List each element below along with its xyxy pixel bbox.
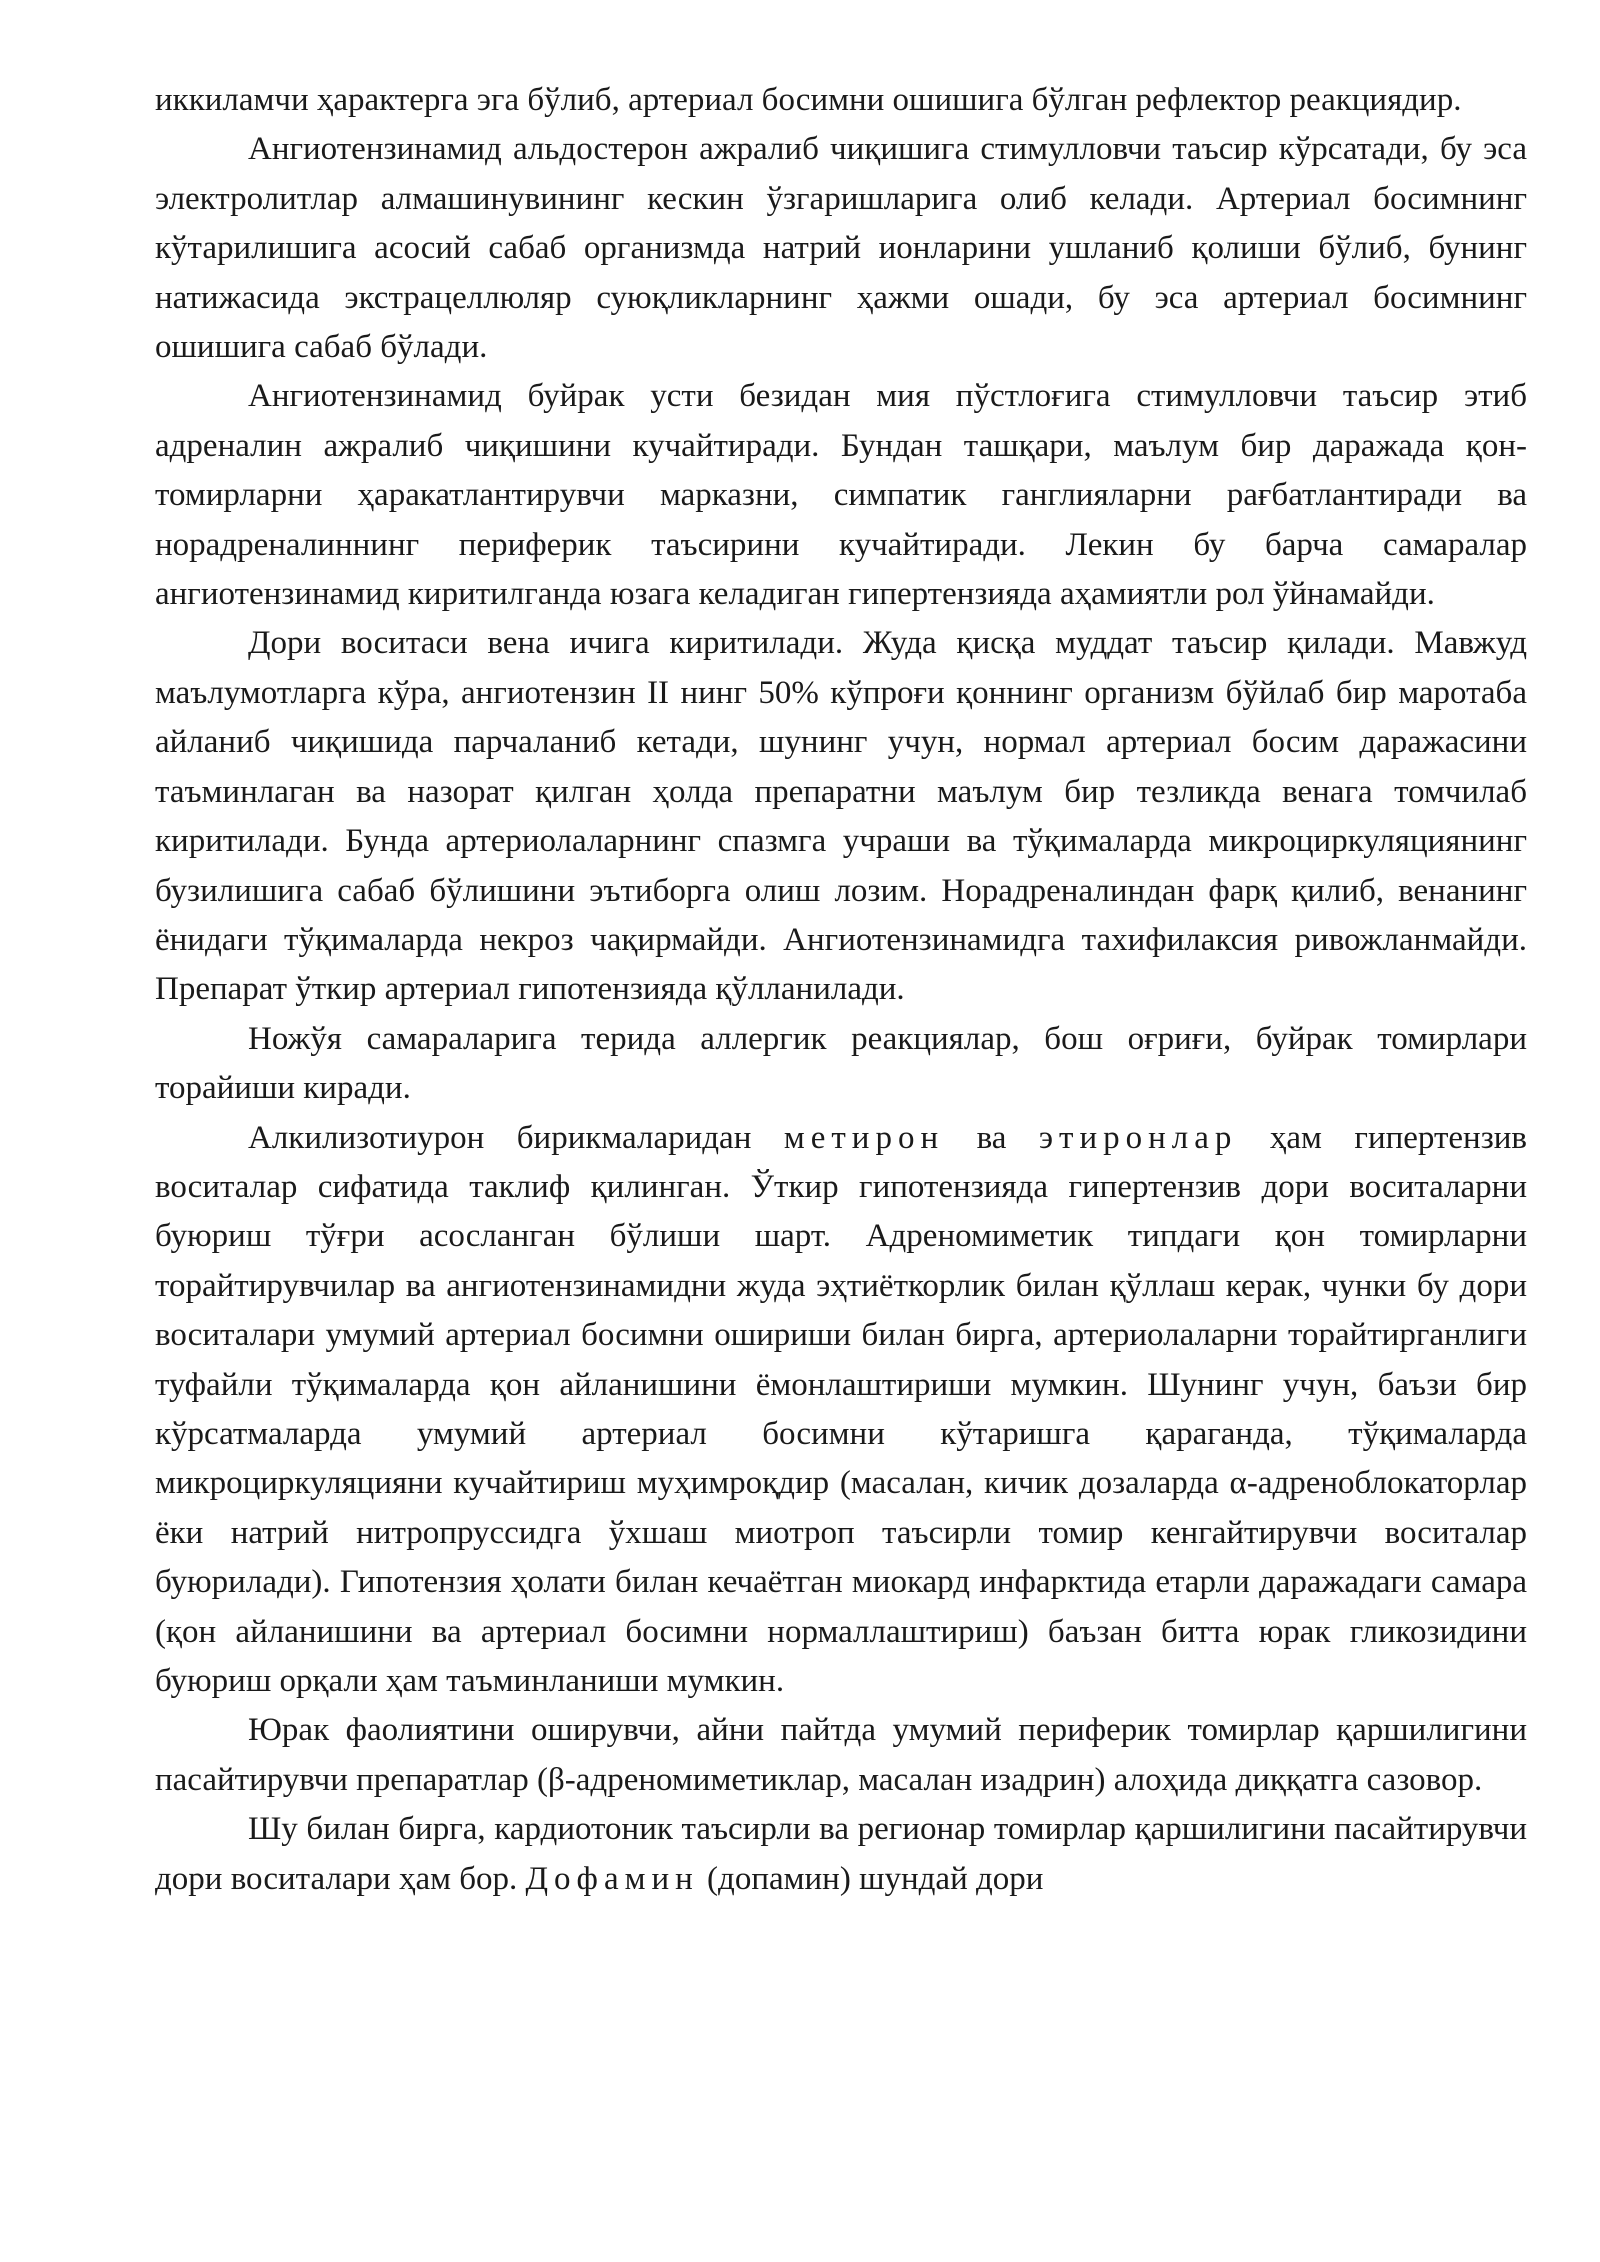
paragraph-text: Шу билан бирга, кардиотоник таъсирли ва регионар томирлар қаршилигини пасайтирувчи дори воситалари ҳам бор. [155, 1811, 1527, 1897]
paragraph-1 [155, 76, 1527, 125]
paragraph-text: Ангиотензинамид альдостерон ажралиб чиқишига стимулловчи таъсир кўрсатади, бу эса электролитлар алмашинувининг кескин ўзгаришларига олиб келади. Артериал босимнинг кўтарилишига асосий сабаб организмда натрий ионларини ушланиб қолиши бўлиб, бунинг натижасида экстрацеллюляр суюқликларнинг ҳажми ошади, бу эса артериал босимнинг ошишига сабаб бўлади. [155, 131, 1527, 366]
paragraph-text: Ножўя самараларига терида аллергик реакциялар, бош оғриғи, буйрак томирлари торайиши киради. [155, 1020, 1527, 1107]
paragraph-4 [155, 619, 1527, 1014]
paragraph-text: (допамин) шундай дори [698, 1860, 1044, 1897]
paragraph-text: Юрак фаолиятини оширувчи, айни пайтда умумий периферик томирлар қаршилигини пасайтирувчи препаратлар (β-адреномиметиклар, масалан изадрин) алоҳида диққатга сазовор. [155, 1712, 1527, 1798]
paragraph-3 [155, 372, 1527, 619]
paragraph-text: ҳам гипертензив воситалар сифатида таклиф қилинган. Ўткир гипотензияда гипертензив дори воситаларни буюриш тўғри асосланган бўлиши шарт. Адреномиметик типдаги қон томирларни торайтирувчилар ва ангиотензинамидни жуда эҳтиёткорлик билан қўллаш керак, чунки бу дори воситалари умумий артериал босимни ошириши билан бирга, артериолаларни торайтирганлиги туфайли тўқималарда қон айланишини ёмонлаштириши мумкин. Шунинг учун, баъзи бир кўрсатмаларда умумий артериал босимни кўтаришга қараганда, тўқималарда микроциркуляцияни кучайтириш муҳимроқдир (масалан, кичик дозаларда α-адреноблокаторлар ёки натрий нитропруссидга ўхшаш миотроп таъсирли томир кенгайтирувчи воситалар буюрилади). Гипотензия ҳолати билан кечаётган миокард инфарктида етарли даражадаги самара (қон айланишини ва артериал босимни нормаллаштириш) баъзан битта юрак гликозидини буюриш орқали ҳам таъминланиши мумкин. [155, 1119, 1527, 1699]
emphasized-term-dofamin: Дофамин [525, 1860, 699, 1897]
paragraph-text: иккиламчи ҳарактерга эга бўлиб, артериал босимни ошишига бўлган рефлектор реакциядир. [155, 82, 1462, 118]
document-page [155, 76, 1527, 1904]
emphasized-term-etironlar: этиронлар [1038, 1119, 1238, 1156]
paragraph-text: ва [944, 1119, 1039, 1156]
paragraph-text: Алкилизотиурон бирикмаларидан [248, 1119, 784, 1156]
paragraph-6 [155, 1114, 1527, 1707]
paragraph-text: Дори воситаси вена ичига киритилади. Жуда қисқа муддат таъсир қилади. Мавжуд маълумотларга кўра, ангиотензин II нинг 50% кўпроғи қоннинг организм бўйлаб бир маротаба айланиб чиқишида парчаланиб кетади, шунинг учун, нормал артериал босим даражасини таъминлаган ва назорат қилган ҳолда препаратни маълум бир тезликда венага томчилаб киритилади. Бунда артериолаларнинг спазмга учраши ва тўқималарда микроциркуляциянинг бузилишига сабаб бўлишини эътиборга олиш лозим. Норадреналиндан фарқ қилиб, венанинг ёнидаги тўқималарда некроз чақирмайди. Ангиотензинамидга тахифилаксия ривожланмайди. Препарат ўткир артериал гипотензияда қўлланилади. [155, 625, 1527, 1008]
paragraph-7 [155, 1706, 1527, 1805]
paragraph-5 [155, 1015, 1527, 1114]
paragraph-2 [155, 125, 1527, 372]
paragraph-text: Ангиотензинамид буйрак усти безидан мия пўстлоғига стимулловчи таъсир этиб адреналин ажралиб чиқишини кучайтиради. Бундан ташқари, маълум бир даражада қон-томирларни ҳаракатлантирувчи марказни, симпатик ганглияларни рағбатлантиради ва норадреналиннинг периферик таъсирини кучайтиради. Лекин бу барча самаралар ангиотензинамид киритилганда юзага келадиган гипертензияда аҳамиятли рол ўйнамайди. [155, 378, 1527, 613]
paragraph-8 [155, 1805, 1527, 1904]
emphasized-term-metiron: метирон [783, 1119, 945, 1156]
